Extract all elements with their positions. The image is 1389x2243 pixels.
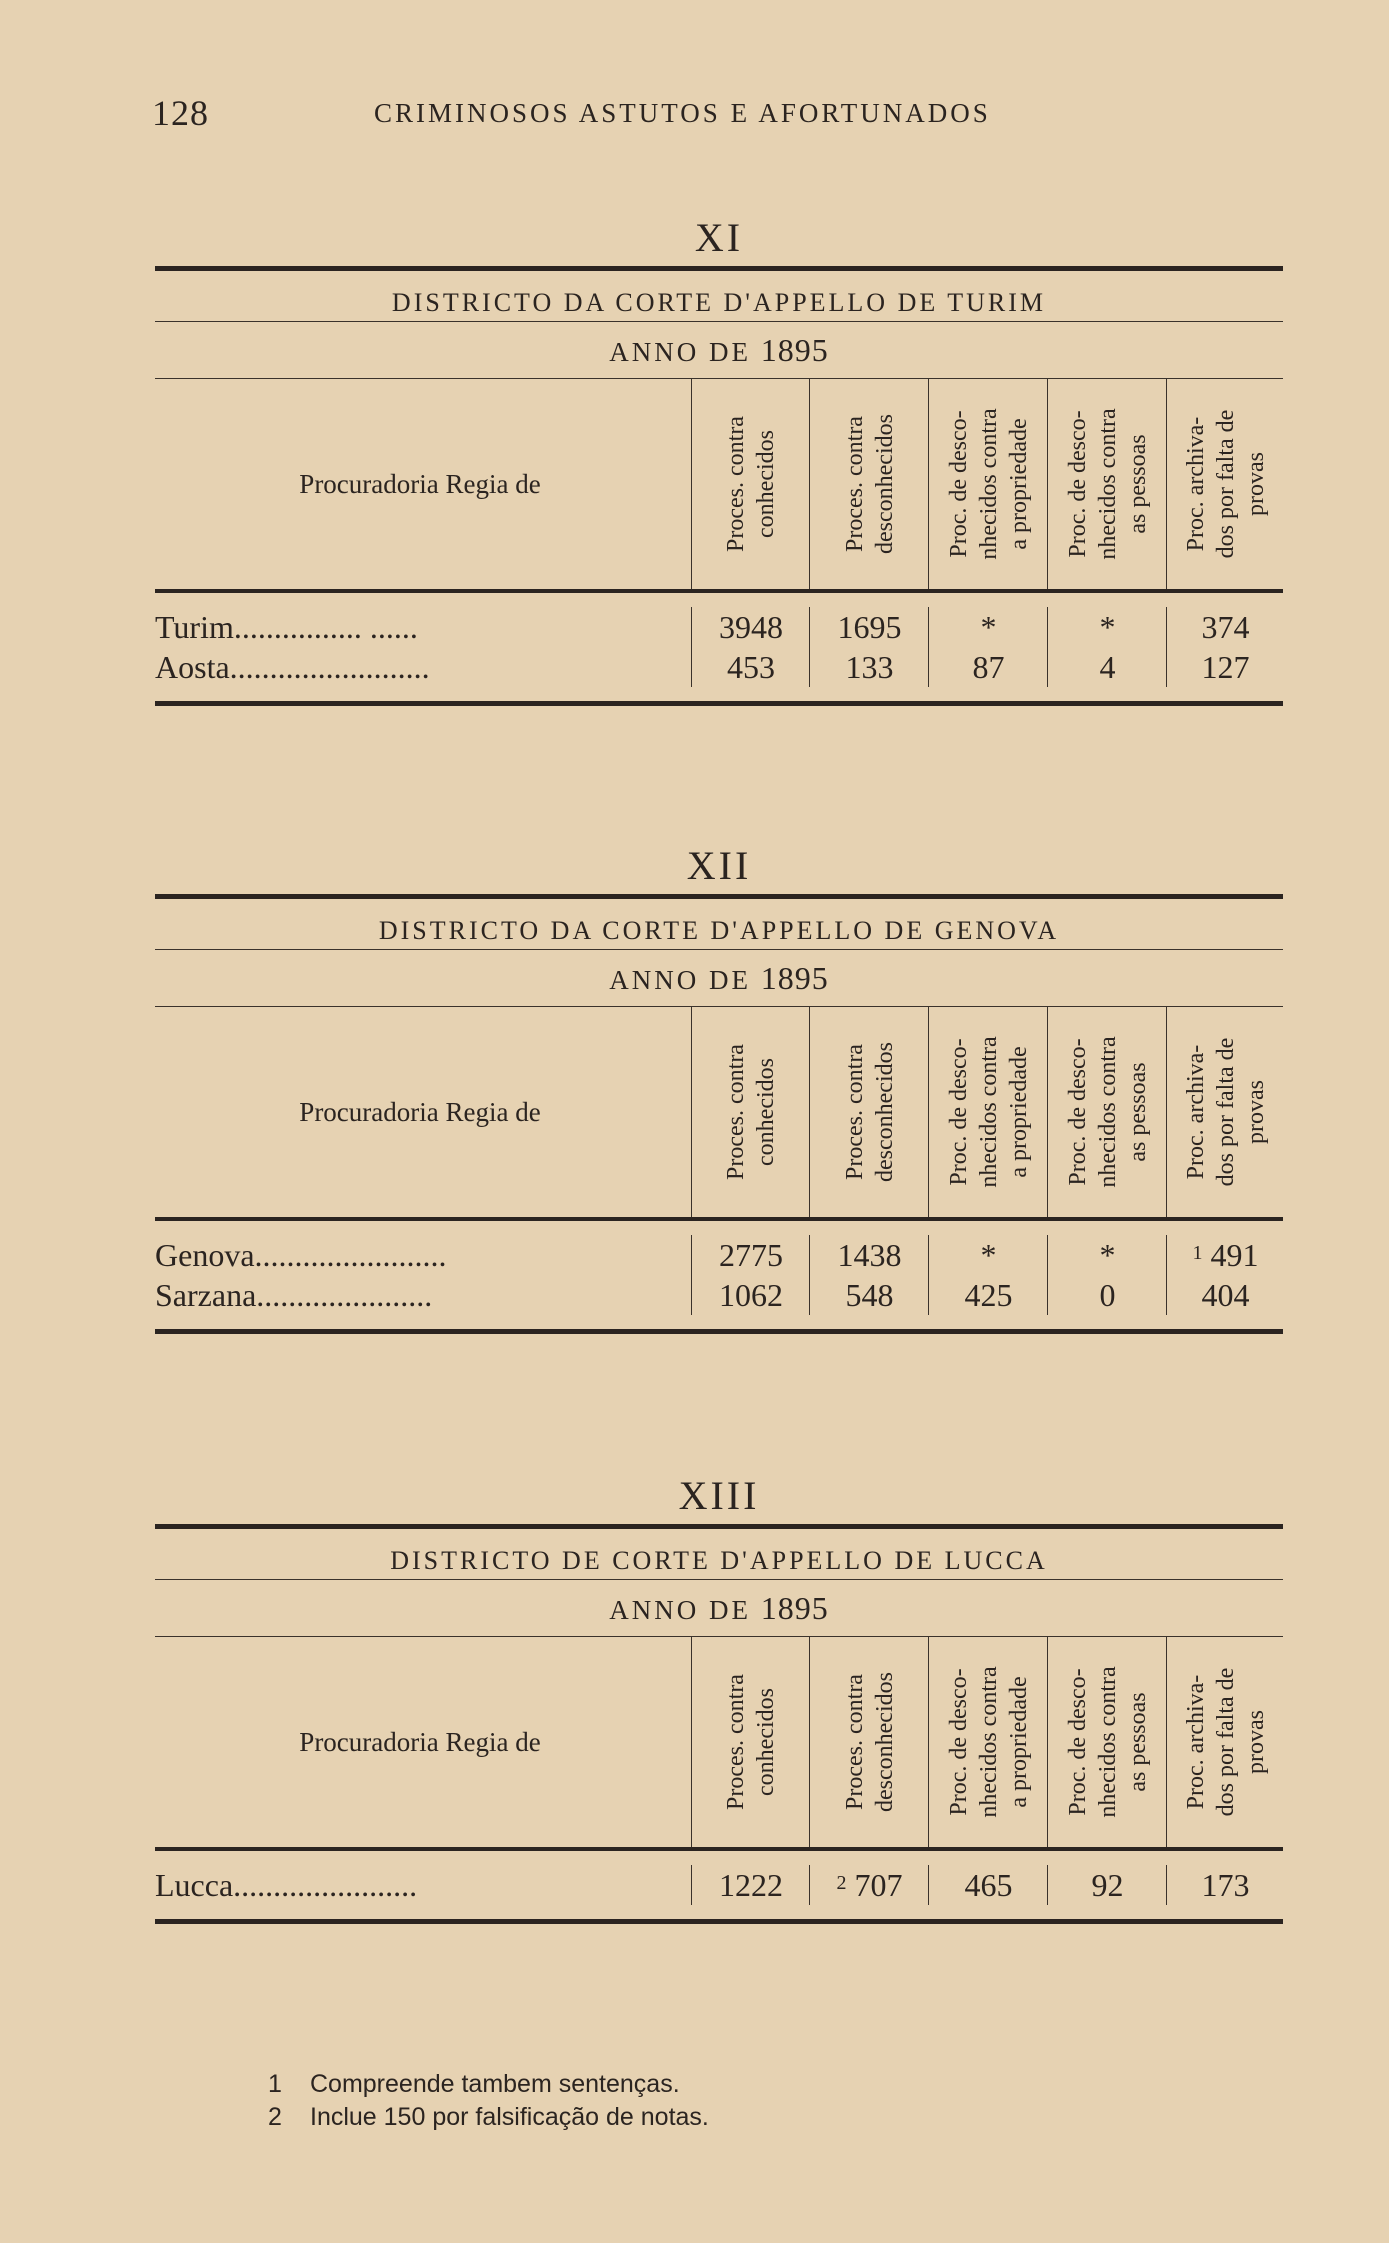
cell-c5 [1166,1235,1284,1275]
rule-bottom [155,1329,1283,1334]
header-line: Proc. de desco- [1064,410,1091,558]
cell-value: * [980,1237,997,1273]
cell-c1 [691,607,810,647]
table-section-3 [155,1468,1283,1924]
column-header-text [944,1647,1034,1837]
column-header-text [721,389,781,579]
header-line: provas [1242,1080,1269,1144]
column-header-5 [1166,1007,1284,1217]
header-line: nhecidos contra [975,1036,1002,1188]
header-line: a propriedade [1005,418,1032,550]
header-line: dos por falta de [1212,1667,1239,1817]
column-header-2 [809,1007,929,1217]
header-line: Proc. de desco- [1064,1668,1091,1816]
column-header-1 [691,1637,810,1847]
table-row [155,1235,1283,1275]
year-label: ANNO DE [609,1595,751,1625]
statistics-table [155,379,1283,706]
header-line: a propriedade [1005,1676,1032,1808]
row-name: Lucca [155,1867,234,1903]
row-name: Genova [155,1237,255,1273]
cell-value: 465 [964,1867,1013,1903]
column-header-4 [1047,1007,1167,1217]
cell-c1 [691,1865,810,1905]
header-line: a propriedade [1005,1046,1032,1178]
column-header-text [721,1647,781,1837]
dot-leader: ....................... [233,1867,418,1903]
header-line: Proces. contra [723,416,749,552]
section-numeral: XII [686,843,752,888]
footnote-marker: 2 [836,1872,847,1894]
row-header-label: Procuradoria Regia de [299,1726,541,1757]
cell-c5 [1166,1865,1284,1905]
row-header-label: Procuradoria Regia de [299,468,541,499]
header-line: conhecidos [753,430,779,538]
cell-c3 [928,1235,1048,1275]
cell-value: 3948 [719,609,783,645]
row-label [155,1275,685,1315]
year-caption [155,1580,1283,1636]
column-header-1 [691,1007,810,1217]
cell-value: 4 [1099,649,1116,685]
column-header-4 [1047,379,1167,589]
cell-c1 [691,1275,810,1315]
table-header [155,379,1283,589]
year-value: 1895 [760,332,829,368]
header-line: dos por falta de [1212,409,1239,559]
header-line: nhecidos contra [1094,1036,1121,1188]
row-name: Sarzana [155,1277,257,1313]
header-line: as pessoas [1124,434,1151,534]
column-header-3 [928,379,1048,589]
table-header [155,1007,1283,1217]
column-header-text [721,1017,781,1207]
column-header-text [944,1017,1034,1207]
cell-value: 707 [854,1867,903,1903]
cell-value: 453 [727,649,775,685]
row-header-label: Procuradoria Regia de [299,1096,541,1127]
column-header-text [1181,1017,1271,1207]
cell-c3 [928,1865,1048,1905]
cell-c3 [928,647,1048,687]
cell-value: * [1099,609,1116,645]
header-line: conhecidos [753,1058,779,1166]
cell-c3 [928,1275,1048,1315]
year-value: 1895 [760,1590,829,1626]
cell-value: 404 [1201,1277,1250,1313]
year-caption [155,950,1283,1006]
cell-c2 [809,1275,929,1315]
cell-value: 87 [972,649,1005,685]
footnotes [268,2068,709,2134]
column-header-5 [1166,379,1284,589]
header-line: provas [1242,1710,1269,1774]
cell-value: 374 [1201,609,1250,645]
year-label: ANNO DE [609,337,751,367]
column-header-4 [1047,1637,1167,1847]
cell-value: 2775 [719,1237,783,1273]
cell-c1 [691,1235,810,1275]
column-header-3 [928,1637,1048,1847]
cell-c2 [809,1235,929,1275]
row-name: Aosta [155,649,230,685]
cell-value: 92 [1091,1867,1124,1903]
header-line: Proces. contra [841,416,868,552]
cell-value: * [980,609,997,645]
header-line: Proces. contra [723,1044,749,1180]
header-line: Proc. de desco- [945,410,972,558]
header-line: provas [1242,452,1269,516]
header-line: as pessoas [1124,1062,1151,1162]
column-header-3 [928,1007,1048,1217]
cell-value: 1438 [837,1237,902,1273]
rule-top [155,1524,1283,1529]
column-header-2 [809,1637,929,1847]
rule-bottom [155,1919,1283,1924]
cell-value: 548 [845,1277,894,1313]
header-line: nhecidos contra [975,408,1002,560]
table-section-2 [155,838,1283,1334]
cell-c3 [928,607,1048,647]
column-header-text [1181,389,1271,579]
header-line: nhecidos contra [1094,408,1121,560]
cell-value: 0 [1099,1277,1116,1313]
column-header-text [1063,389,1153,579]
header-line: conhecidos [753,1688,779,1796]
table-row [155,1865,1283,1905]
row-label [155,1235,685,1275]
year-caption [155,322,1283,378]
header-line: Proces. contra [841,1044,868,1180]
cell-c5 [1166,607,1284,647]
year-value: 1895 [760,960,829,996]
column-header-1 [691,379,810,589]
table-body [155,593,1283,701]
column-header-text [1063,1647,1153,1837]
column-header-text [944,389,1034,579]
cell-c2 [809,1865,929,1905]
rule-bottom [155,701,1283,706]
table-header [155,1637,1283,1847]
column-header-text [840,389,900,579]
header-line: nhecidos contra [1094,1666,1121,1818]
cell-value: 491 [1210,1237,1259,1273]
header-line: Proc. archiva- [1182,1674,1209,1810]
row-label [155,1865,685,1905]
cell-value: 1062 [719,1277,783,1313]
cell-value: 127 [1201,649,1250,685]
header-line: Proc. archiva- [1182,416,1209,552]
district-title: DISTRICTO DA CORTE D'APPELLO DE TURIM [391,288,1047,317]
header-line: Proc. archiva- [1182,1044,1209,1180]
cell-c1 [691,647,810,687]
column-header-text [1063,1017,1153,1207]
dot-leader: ................ ...... [233,609,418,645]
statistics-table [155,1637,1283,1924]
row-name: Turim [155,609,234,645]
cell-c4 [1047,647,1167,687]
cell-c2 [809,647,929,687]
cell-value: 1695 [837,609,902,645]
table-section-1 [155,210,1283,706]
section-numeral: XI [694,215,744,260]
dot-leader: ......................... [229,649,430,685]
table-body [155,1851,1283,1919]
column-header-5 [1166,1637,1284,1847]
cell-c4 [1047,607,1167,647]
column-header-text [840,1647,900,1837]
cell-c5 [1166,1275,1284,1315]
row-label [155,607,685,647]
header-line: desconhecidos [871,414,898,554]
header-line: as pessoas [1124,1692,1151,1792]
cell-c4 [1047,1235,1167,1275]
header-line: Proc. de desco- [945,1668,972,1816]
header-line: Proc. de desco- [1064,1038,1091,1186]
footnote-marker: 1 [1192,1242,1203,1264]
header-line: desconhecidos [871,1042,898,1182]
table-row [155,647,1283,687]
cell-c4 [1047,1275,1167,1315]
statistics-table [155,1007,1283,1334]
rule-top [155,266,1283,271]
cell-c5 [1166,647,1284,687]
header-line: nhecidos contra [975,1666,1002,1818]
district-title: DISTRICTO DE CORTE D'APPELLO DE LUCCA [390,1546,1048,1575]
column-header-text [1181,1647,1271,1837]
header-line: Proces. contra [841,1674,868,1810]
cell-c2 [809,607,929,647]
district-title: DISTRICTO DA CORTE D'APPELLO DE GENOVA [378,916,1060,945]
column-header-2 [809,379,929,589]
column-header-text [840,1017,900,1207]
cell-value: 425 [964,1277,1013,1313]
header-line: desconhecidos [871,1672,898,1812]
cell-value: * [1099,1237,1116,1273]
page-number: 128 [152,93,209,133]
header-line: dos por falta de [1212,1037,1239,1187]
cell-value: 1222 [719,1867,783,1903]
rule-top [155,894,1283,899]
table-row [155,1275,1283,1315]
table-body [155,1221,1283,1329]
header-line: Proc. de desco- [945,1038,972,1186]
cell-value: 133 [845,649,894,685]
header-line: Proces. contra [723,1674,749,1810]
footnote-1: 1 Compreende tambem sentenças. [268,2070,680,2098]
footnote-2: 2 Inclue 150 por falsificação de notas. [268,2103,709,2131]
dot-leader: ........................ [254,1237,447,1273]
year-label: ANNO DE [609,965,751,995]
table-row [155,607,1283,647]
section-numeral: XIII [678,1473,760,1518]
row-label [155,647,685,687]
dot-leader: ...................... [256,1277,433,1313]
running-header [152,92,1252,132]
running-title: CRIMINOSOS ASTUTOS E AFORTUNADOS [374,98,991,128]
cell-c4 [1047,1865,1167,1905]
cell-value: 173 [1201,1867,1250,1903]
